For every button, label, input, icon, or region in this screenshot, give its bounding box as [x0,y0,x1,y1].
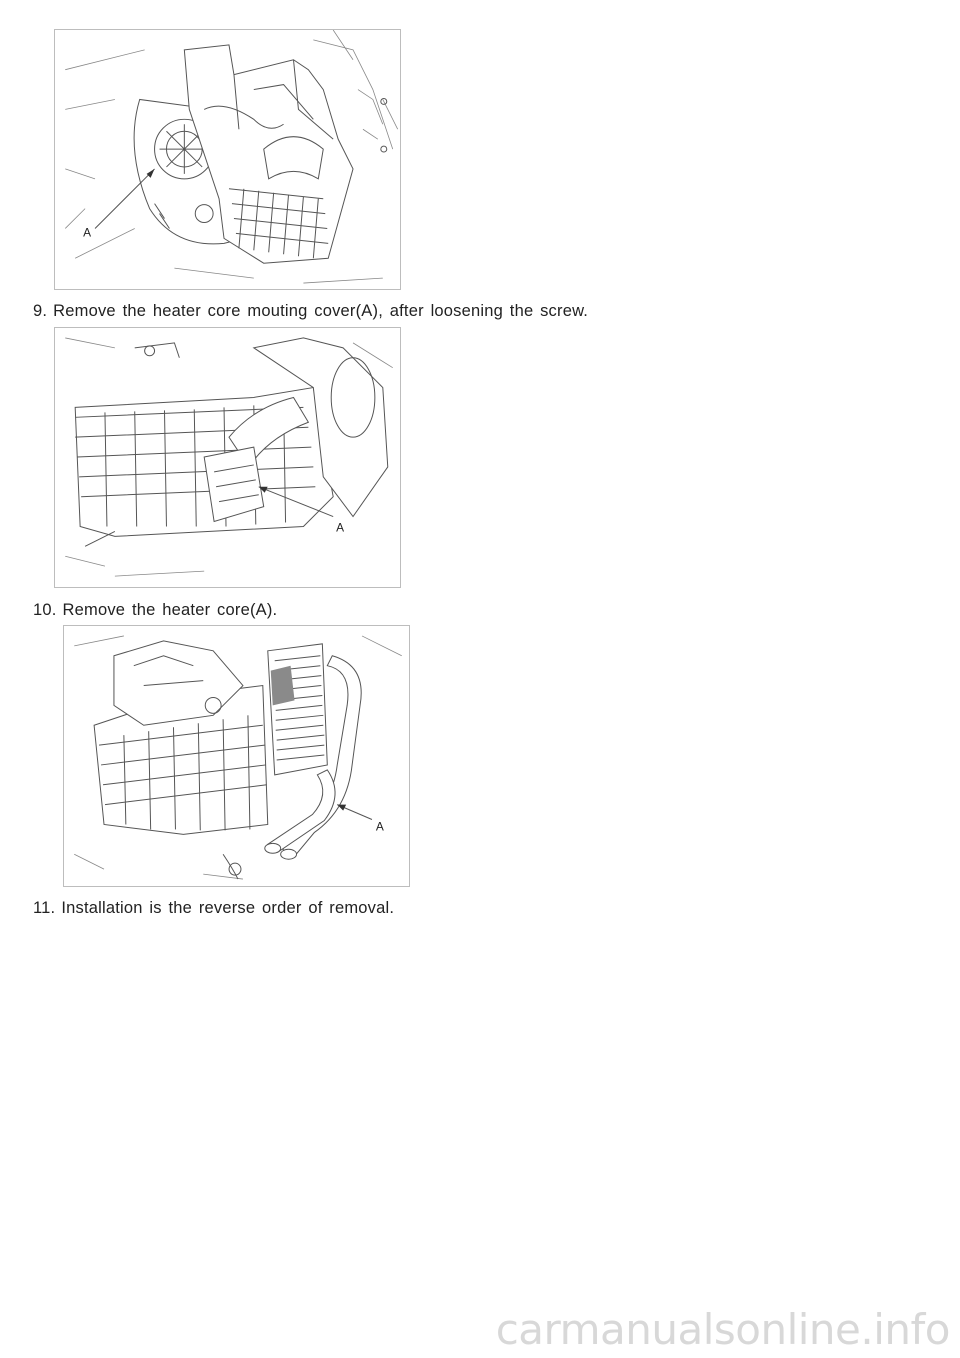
heater-core-cover-figure [54,327,401,588]
step-10 [33,601,277,620]
step-number: 10. [33,601,57,619]
figure-3-callout-label: A [375,819,384,834]
step-number: 11. [33,899,56,917]
step-text: Remove the heater core(A). [62,601,278,619]
heater-core-cover-drawing [55,328,400,587]
heater-core-figure [63,625,410,887]
step-number: 9. [33,302,48,320]
watermark-text: carmanualsonline.info [495,1305,950,1354]
figure-1-callout-label: A [83,225,92,240]
step-text: Installation is the reverse order of removal. [61,899,395,917]
heater-core-drawing [64,626,409,886]
step-9 [33,302,588,321]
blower-unit-figure [54,29,401,290]
step-11 [33,899,394,918]
figure-2-callout-label: A [336,520,345,535]
blower-unit-drawing [55,30,400,289]
step-text: Remove the heater core mouting cover(A), after loosening the screw. [53,302,589,320]
